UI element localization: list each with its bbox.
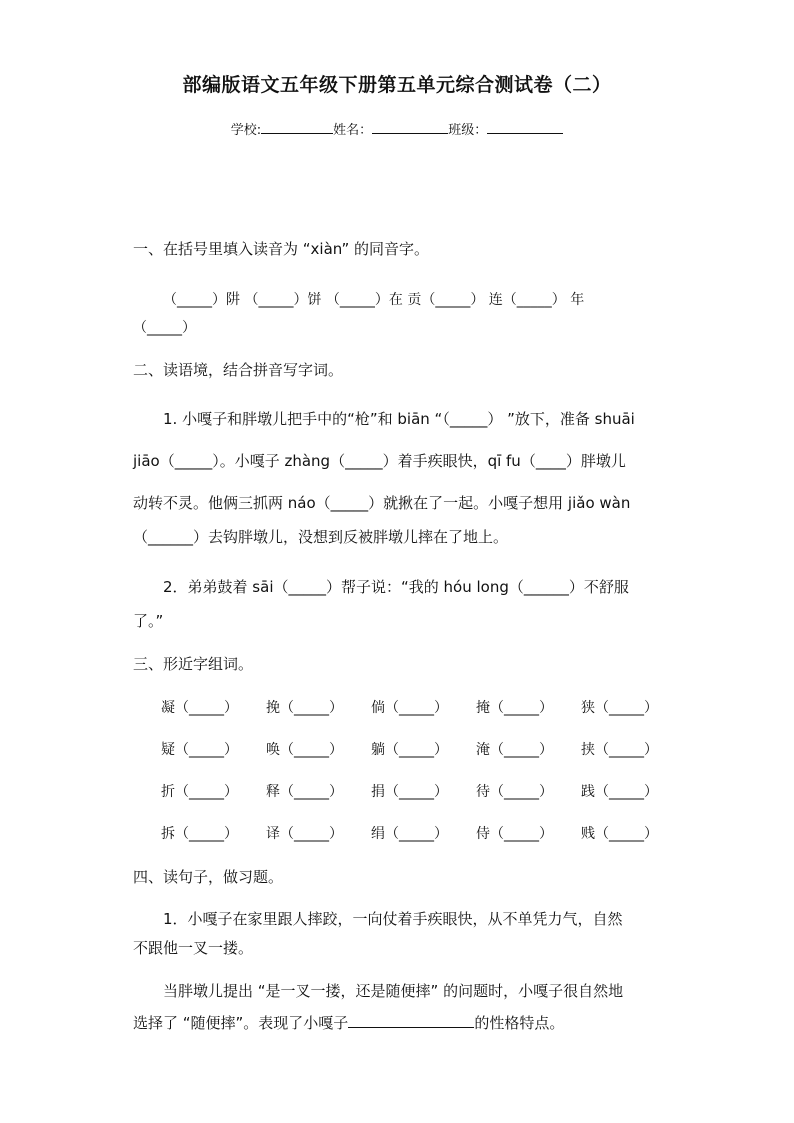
word-item: 折（_____）	[161, 784, 238, 800]
word-item: 倘（_____）	[371, 700, 448, 716]
q2-p2-line2: 了。”	[133, 612, 164, 630]
word-item: 疑（_____）	[161, 742, 238, 758]
q4-s1-line2: 不跟他一叉一搂。	[133, 939, 254, 957]
school-blank[interactable]	[261, 119, 333, 134]
q1-row1: （_____）阱 （_____）饼 （_____）在 贡（_____） 连（_____） 年	[163, 292, 585, 308]
q4-s1-line1: 1．小嘎子在家里跟人摔跤，一向仗着手疾眼快，从不单凭力气，自然	[163, 910, 623, 928]
word-item: 躺（_____）	[371, 742, 448, 758]
word-item: 捐（_____）	[371, 784, 448, 800]
q4-s2-line1: 当胖墩儿提出 “是一叉一搂，还是随便摔” 的问题时，小嘎子很自然地	[163, 982, 624, 1000]
trait-answer-blank[interactable]	[348, 1013, 474, 1028]
q4-s2-line2	[133, 1012, 564, 1033]
q2-p1-line3: 动转不灵。他俩三抓两 náo（_____）就揪在了一起。小嘎子想用 jiǎo wàn	[133, 494, 631, 512]
word-item: 践（_____）	[581, 784, 658, 800]
word-item: 唤（_____）	[266, 742, 343, 758]
name-blank[interactable]	[372, 119, 448, 134]
q4-heading: 四、读句子，做习题。	[133, 868, 284, 886]
q4-s2-line2-end: 的性格特点。	[474, 1014, 565, 1032]
school-label: 学校:	[230, 123, 262, 138]
name-label: 姓名：	[333, 123, 373, 138]
q2-p1-line1: 1. 小嘎子和胖墩儿把手中的“枪”和 biān “（_____） ”放下，准备 shuāi	[163, 410, 635, 428]
q2-heading: 二、读语境，结合拼音写字词。	[133, 361, 344, 379]
class-blank[interactable]	[487, 119, 563, 134]
word-item: 绢（_____）	[371, 826, 448, 842]
word-item: 淹（_____）	[476, 742, 553, 758]
word-item: 译（_____）	[266, 826, 343, 842]
word-item: 凝（_____）	[161, 700, 238, 716]
word-item: 狭（_____）	[581, 700, 658, 716]
word-item: 待（_____）	[476, 784, 553, 800]
word-item: 贱（_____）	[581, 826, 658, 842]
q2-p1-line2: jiāo（_____）。小嘎子 zhàng（_____）着手疾眼快，qī fu（____）胖墩儿	[133, 452, 626, 470]
student-info-line	[0, 119, 794, 138]
word-item: 掩（_____）	[476, 700, 553, 716]
q3-heading: 三、形近字组词。	[133, 655, 254, 673]
word-item: 释（_____）	[266, 784, 343, 800]
q1-heading: 一、在括号里填入读音为 “xiàn” 的同音字。	[133, 240, 430, 258]
class-label: 班级：	[448, 123, 488, 138]
word-item: 挽（_____）	[266, 700, 343, 716]
q4-s2-line2-start: 选择了 “随便摔”。表现了小嘎子	[133, 1014, 349, 1032]
word-item: 挟（_____）	[581, 742, 658, 758]
page-title: 部编版语文五年级下册第五单元综合测试卷（二）	[182, 74, 612, 96]
q2-p1-line4: （______）去钩胖墩儿，没想到反被胖墩儿摔在了地上。	[133, 528, 509, 546]
q1-row2: （_____）	[133, 320, 196, 336]
word-item: 拆（_____）	[161, 826, 238, 842]
q2-p2-line1: 2．弟弟鼓着 sāi（_____）帮子说：“我的 hóu long（______）不舒服	[163, 578, 629, 596]
word-item: 侍（_____）	[476, 826, 553, 842]
